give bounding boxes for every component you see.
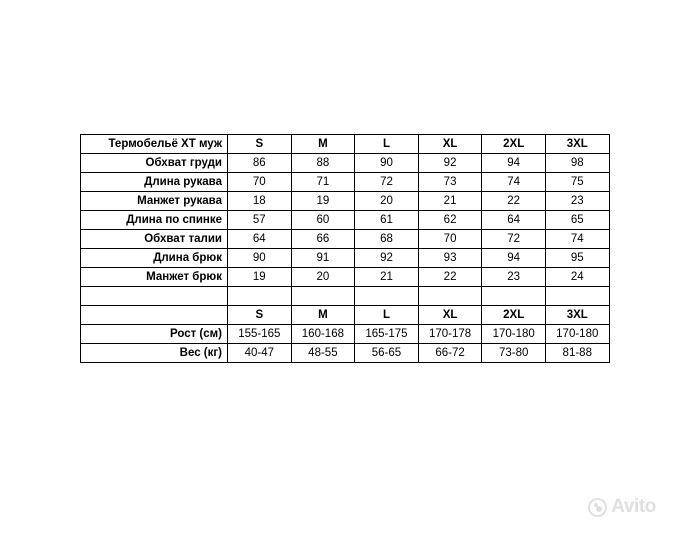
- cell-value: 19: [228, 268, 292, 287]
- cell-value: 81-88: [545, 344, 609, 363]
- cell-value: 93: [418, 249, 482, 268]
- cell-value: 94: [482, 249, 546, 268]
- second-header-label: [81, 306, 228, 325]
- size-header-s: S: [228, 135, 292, 154]
- table-row: [81, 154, 610, 173]
- size-header-m: M: [291, 135, 355, 154]
- cell-value: 62: [418, 211, 482, 230]
- cell-value: 74: [545, 230, 609, 249]
- cell-value: 64: [482, 211, 546, 230]
- size-chart-container: [80, 134, 599, 363]
- table-spacer-row: [81, 287, 610, 306]
- size-header-xl: XL: [418, 306, 482, 325]
- cell-value: 98: [545, 154, 609, 173]
- row-label: Рост (см): [81, 325, 228, 344]
- row-label: Обхват талии: [81, 230, 228, 249]
- cell-value: 72: [355, 173, 419, 192]
- cell-value: 165-175: [355, 325, 419, 344]
- cell-value: [228, 287, 292, 306]
- size-header-3xl: 3XL: [545, 306, 609, 325]
- table-second-header-row: [81, 306, 610, 325]
- cell-value: 61: [355, 211, 419, 230]
- cell-value: 64: [228, 230, 292, 249]
- cell-value: 24: [545, 268, 609, 287]
- row-label: Манжет брюк: [81, 268, 228, 287]
- cell-value: [418, 287, 482, 306]
- cell-value: 170-180: [482, 325, 546, 344]
- cell-value: 19: [291, 192, 355, 211]
- cell-value: 73: [418, 173, 482, 192]
- cell-value: 20: [291, 268, 355, 287]
- table-row: [81, 325, 610, 344]
- size-header-3xl: 3XL: [545, 135, 609, 154]
- cell-value: 66: [291, 230, 355, 249]
- table-header-row: [81, 135, 610, 154]
- cell-value: 75: [545, 173, 609, 192]
- cell-value: [545, 287, 609, 306]
- row-label: Манжет рукава: [81, 192, 228, 211]
- size-header-l: L: [355, 135, 419, 154]
- cell-value: 60: [291, 211, 355, 230]
- cell-value: 95: [545, 249, 609, 268]
- cell-value: 160-168: [291, 325, 355, 344]
- cell-value: 40-47: [228, 344, 292, 363]
- cell-value: 22: [482, 192, 546, 211]
- cell-value: 86: [228, 154, 292, 173]
- cell-value: 70: [228, 173, 292, 192]
- row-label: Вес (кг): [81, 344, 228, 363]
- avito-watermark-label: Avito: [611, 496, 656, 517]
- cell-value: 23: [545, 192, 609, 211]
- cell-value: 94: [482, 154, 546, 173]
- cell-value: [291, 287, 355, 306]
- cell-value: 170-180: [545, 325, 609, 344]
- cell-value: 65: [545, 211, 609, 230]
- cell-value: 71: [291, 173, 355, 192]
- size-chart-table: [80, 134, 610, 363]
- size-header-2xl: 2XL: [482, 135, 546, 154]
- cell-value: 92: [418, 154, 482, 173]
- cell-value: 73-80: [482, 344, 546, 363]
- row-label: Длина брюк: [81, 249, 228, 268]
- cell-value: 66-72: [418, 344, 482, 363]
- cell-value: 90: [228, 249, 292, 268]
- size-header-m: M: [291, 306, 355, 325]
- cell-value: 22: [418, 268, 482, 287]
- size-header-s: S: [228, 306, 292, 325]
- cell-value: 18: [228, 192, 292, 211]
- cell-value: 155-165: [228, 325, 292, 344]
- cell-value: 92: [355, 249, 419, 268]
- table-row: [81, 192, 610, 211]
- cell-value: 88: [291, 154, 355, 173]
- cell-value: 56-65: [355, 344, 419, 363]
- table-row: [81, 344, 610, 363]
- cell-value: 74: [482, 173, 546, 192]
- row-label: Длина по спинке: [81, 211, 228, 230]
- size-header-2xl: 2XL: [482, 306, 546, 325]
- cell-value: 91: [291, 249, 355, 268]
- cell-value: 21: [355, 268, 419, 287]
- cell-value: 57: [228, 211, 292, 230]
- cell-value: 48-55: [291, 344, 355, 363]
- avito-watermark: [588, 496, 656, 518]
- size-header-l: L: [355, 306, 419, 325]
- table-corner-label: Термобельё ХТ муж: [81, 135, 228, 154]
- table-row: [81, 211, 610, 230]
- size-header-xl: XL: [418, 135, 482, 154]
- table-row: [81, 173, 610, 192]
- row-label: Длина рукава: [81, 173, 228, 192]
- cell-value: 20: [355, 192, 419, 211]
- table-row: [81, 230, 610, 249]
- cell-value: [355, 287, 419, 306]
- cell-value: 23: [482, 268, 546, 287]
- cell-value: 90: [355, 154, 419, 173]
- cell-value: [482, 287, 546, 306]
- avito-logo-icon: [588, 498, 607, 517]
- cell-value: 21: [418, 192, 482, 211]
- cell-value: 72: [482, 230, 546, 249]
- row-label: Обхват груди: [81, 154, 228, 173]
- table-row: [81, 249, 610, 268]
- cell-value: 68: [355, 230, 419, 249]
- table-row: [81, 268, 610, 287]
- cell-value: 70: [418, 230, 482, 249]
- row-label: [81, 287, 228, 306]
- cell-value: 170-178: [418, 325, 482, 344]
